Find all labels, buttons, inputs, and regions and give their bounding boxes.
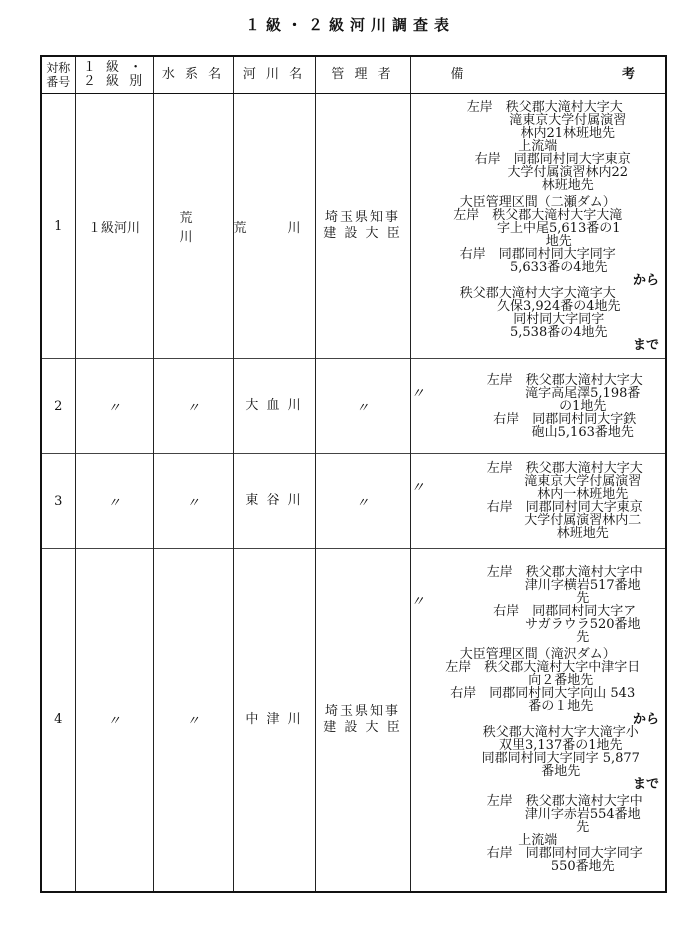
header-class bbox=[75, 56, 153, 94]
note-line: 同村同大字同字 bbox=[513, 311, 605, 327]
row-river: 中 津 川 bbox=[233, 549, 315, 892]
note-line: 林内一林班地先 bbox=[537, 487, 629, 502]
row-river: 東 谷 川 bbox=[233, 454, 315, 549]
note-line: 上流端 bbox=[518, 138, 558, 154]
admin-line: 埼玉県知事 bbox=[324, 210, 400, 225]
row-class: 〃 bbox=[75, 454, 153, 549]
header-number-line: 対称 bbox=[46, 61, 71, 75]
note-line: 津川字横岩517番地 bbox=[524, 578, 641, 594]
note-line: の1地先 bbox=[559, 398, 607, 414]
row-notes bbox=[410, 94, 666, 359]
row-notes bbox=[410, 549, 666, 892]
note-line: 先 bbox=[576, 630, 590, 646]
row-number: 4 bbox=[41, 549, 75, 892]
note-line: 大学付属演習林内22 bbox=[507, 164, 629, 180]
note-line: 左岸 秩父郡大滝村大字大 bbox=[466, 99, 623, 115]
note-line: 右岸 同郡同村同大字東京 bbox=[474, 151, 631, 167]
header-admin: 管 理 者 bbox=[315, 56, 410, 94]
header-number-line: 番号 bbox=[46, 75, 71, 89]
note-line: 地先 bbox=[545, 233, 572, 249]
note-line: 左岸 秩父郡大滝村大字中津字日 bbox=[445, 660, 641, 676]
row-class: １級河川 bbox=[75, 94, 153, 359]
row-admin bbox=[315, 94, 410, 359]
note-line: 大臣管理区間（滝沢ダム） bbox=[459, 647, 616, 663]
header-system: 水 系 名 bbox=[153, 56, 233, 94]
note-line: 右岸 同郡同村同大字同字 bbox=[459, 246, 616, 262]
note-line: 滝東京大学付属演習 bbox=[509, 112, 627, 128]
note-line: 先 bbox=[576, 591, 590, 607]
row-number: 1 bbox=[41, 94, 75, 359]
admin-line: 埼玉県知事 bbox=[324, 703, 400, 719]
row-system: 〃 bbox=[153, 359, 233, 454]
row-admin bbox=[315, 549, 410, 892]
note-line: 林内21林班地先 bbox=[520, 125, 616, 141]
row-number: 2 bbox=[41, 359, 75, 454]
row-notes bbox=[410, 359, 666, 454]
note-line: 滝東京大学付属演習 bbox=[524, 474, 642, 489]
note-ditto: 〃 bbox=[410, 480, 425, 496]
row-river: 大 血 川 bbox=[233, 359, 315, 454]
note-line: 大学付属演習林内二 bbox=[524, 513, 642, 528]
row-system: 〃 bbox=[153, 549, 233, 892]
note-line: 秩父郡大滝村大字大滝字大 bbox=[459, 285, 616, 301]
note-line: から bbox=[632, 272, 659, 288]
note-ditto: 〃 bbox=[410, 385, 425, 402]
admin-line: 建 設 大 臣 bbox=[323, 226, 402, 241]
header-notes-start: 備 bbox=[450, 67, 474, 82]
note-line: 左岸 秩父郡大滝村大字中 bbox=[486, 794, 643, 810]
note-line: 砲山5,163番地先 bbox=[531, 424, 634, 440]
header-class-line: １ 級 ・ bbox=[82, 60, 146, 75]
header-row bbox=[41, 56, 666, 94]
row-river: 荒 川 bbox=[233, 94, 315, 359]
note-line: まで bbox=[632, 337, 659, 353]
note-line: 上流端 bbox=[518, 833, 558, 849]
page-title: １級・２級河川調査表 bbox=[244, 16, 455, 34]
header-notes bbox=[410, 56, 666, 94]
note-line: 左岸 秩父郡大滝村大字大滝 bbox=[453, 207, 623, 223]
admin-line: 建 設 大 臣 bbox=[323, 719, 402, 735]
header-notes-end: 考 bbox=[621, 67, 635, 82]
row-notes bbox=[410, 454, 666, 549]
note-line: 滝字高尾澤5,198番 bbox=[525, 385, 641, 401]
row-admin: 〃 bbox=[315, 454, 410, 549]
note-line: 林班地先 bbox=[541, 177, 594, 193]
note-line: 双里3,137番の1地先 bbox=[499, 738, 623, 754]
note-line: 左岸 秩父郡大滝村大字大 bbox=[486, 461, 643, 476]
note-line: 550番地先 bbox=[550, 859, 615, 875]
note-line: 先 bbox=[576, 820, 590, 836]
note-line: 津川字赤岩554番地 bbox=[524, 807, 641, 823]
note-line: 番地先 bbox=[541, 764, 581, 780]
note-line: から bbox=[632, 712, 659, 728]
row-admin: 〃 bbox=[315, 359, 410, 454]
note-line: 右岸 同郡同村同大字東京 bbox=[486, 500, 643, 515]
table-row bbox=[41, 94, 666, 359]
note-line: 林班地先 bbox=[556, 526, 609, 541]
table-row bbox=[41, 549, 666, 892]
note-line: 5,633番の4地先 bbox=[510, 259, 608, 275]
note-line: サガラウラ520番地 bbox=[524, 617, 641, 633]
note-line: 向２番地先 bbox=[528, 673, 594, 689]
note-line: 右岸 同郡同村同大字同字 bbox=[486, 846, 643, 862]
row-number: 3 bbox=[41, 454, 75, 549]
note-line: 右岸 同郡同村同大字向山 543 bbox=[450, 686, 636, 702]
note-line: 左岸 秩父郡大滝村大字中 bbox=[486, 565, 643, 581]
note-line: 同郡同村同大字同字 5,877 bbox=[481, 751, 640, 767]
note-line: まで bbox=[632, 777, 659, 793]
note-line: 5,538番の4地先 bbox=[510, 324, 608, 340]
row-class: 〃 bbox=[75, 549, 153, 892]
note-line: 番の１地先 bbox=[528, 699, 594, 715]
header-number bbox=[41, 56, 75, 94]
table-row bbox=[41, 359, 666, 454]
row-system: 〃 bbox=[153, 454, 233, 549]
note-ditto: 〃 bbox=[410, 594, 425, 611]
note-line: 秩父郡大滝村大字大滝字小 bbox=[482, 725, 639, 741]
header-class-line: ２ 級 別 bbox=[82, 74, 146, 89]
row-system: 荒 川 bbox=[153, 94, 233, 359]
row-class: 〃 bbox=[75, 359, 153, 454]
note-line: 右岸 同郡同村同大字ア bbox=[493, 604, 637, 620]
table-row bbox=[41, 454, 666, 549]
note-line: 右岸 同郡同村同大字鉄 bbox=[493, 411, 637, 427]
note-line: 左岸 秩父郡大滝村大字大 bbox=[486, 372, 643, 388]
note-line: 久保3,924番の4地先 bbox=[497, 298, 621, 314]
note-line: 大臣管理区間（二瀬ダム） bbox=[459, 194, 616, 210]
header-river: 河 川 名 bbox=[233, 56, 315, 94]
note-line: 字上中尾5,613番の1 bbox=[497, 220, 621, 236]
survey-table bbox=[40, 55, 667, 893]
